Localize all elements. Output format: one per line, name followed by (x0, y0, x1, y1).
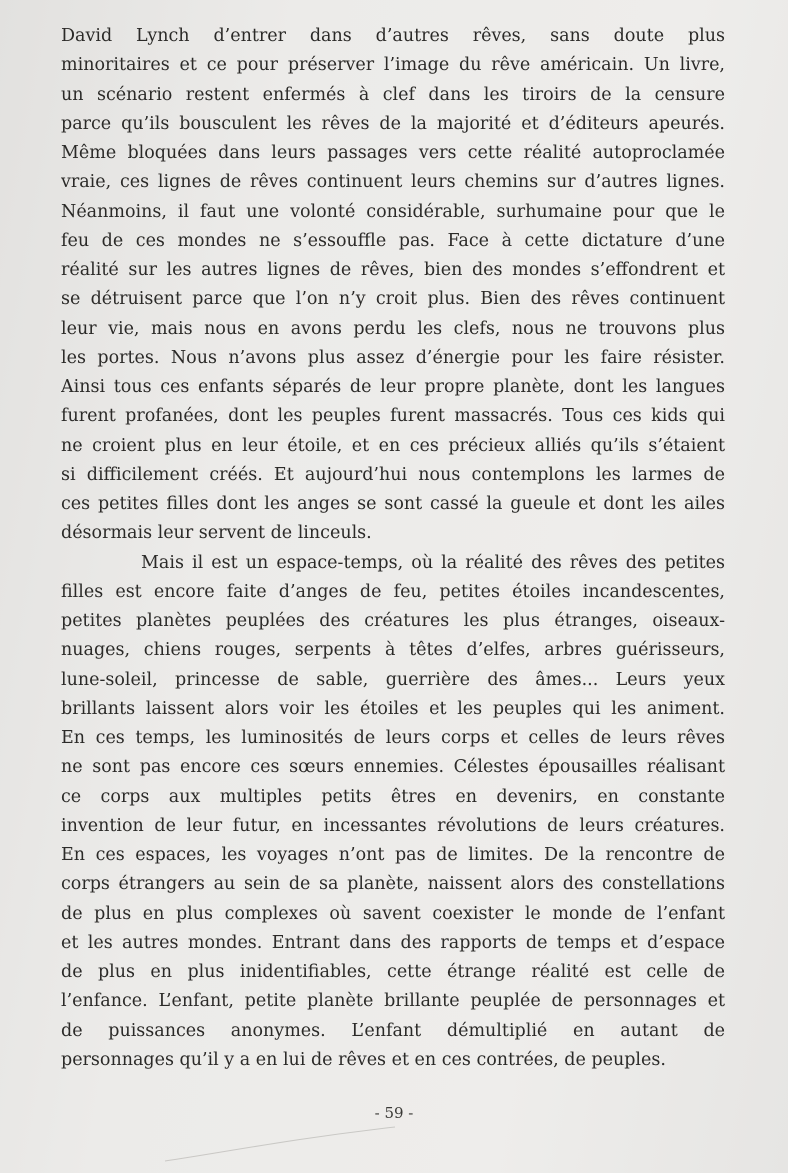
text-line: si difficilement créés. Et aujourd’hui nous contemplons les larmes de (61, 464, 725, 485)
text-line: En ces temps, les luminosités de leurs corps et celles de leurs rêves (61, 728, 725, 748)
page-number: - 59 - (374, 1104, 414, 1122)
paragraph (61, 549, 725, 1076)
text-line: invention de leur futur, en incessantes révolutions de leurs créatures. (61, 815, 725, 836)
text-line: réalité sur les autres lignes de rêves, bien des mondes s’effondrent et (61, 260, 725, 280)
text-line: l’enfance. L’enfant, petite planète brillante peuplée de personnages et (61, 991, 725, 1012)
text-line: vraie, ces lignes de rêves continuent leurs chemins sur d’autres lignes. (61, 172, 725, 193)
text-line: parce qu’ils bousculent les rêves de la majorité et d’éditeurs apeurés. (61, 113, 725, 134)
text-line: feu de ces mondes ne s’essouffle pas. Face à cette dictature d’une (61, 230, 725, 251)
text-line: Néanmoins, il faut une volonté considérable, surhumaine pour que le (61, 201, 725, 222)
text-line: personnages qu’il y a en lui de rêves et en ces contrées, de peuples. (61, 1049, 666, 1070)
text-line: désormais leur servent de linceuls. (61, 523, 372, 544)
text-line: ce corps aux multiples petits êtres en devenirs, en constante (61, 786, 725, 807)
text-line: furent profanées, dont les peuples furent massacrés. Tous ces kids qui (61, 406, 725, 427)
text-line: brillants laissent alors voir les étoiles et les peuples qui les animent. (61, 698, 725, 719)
text-line: En ces espaces, les voyages n’ont pas de limites. De la rencontre de (61, 845, 725, 865)
text-line: David Lynch d’entrer dans d’autres rêves, sans doute plus (61, 26, 725, 46)
text-line: Ainsi tous ces enfants séparés de leur propre planète, dont les langues (61, 377, 725, 397)
body-text (61, 22, 725, 1075)
text-line: petites planètes peuplées des créatures les plus étranges, oiseaux- (61, 611, 725, 631)
text-line: lune-soleil, princesse de sable, guerrière des âmes... Leurs yeux (61, 669, 725, 690)
text-line: Même bloquées dans leurs passages vers cette réalité autoproclamée (61, 143, 725, 163)
text-line: les portes. Nous n’avons plus assez d’énergie pour les faire résister. (61, 347, 725, 368)
text-line: et les autres mondes. Entrant dans des rapports de temps et d’espace (61, 932, 725, 953)
pencil-mark (160, 1125, 400, 1165)
text-line: ne croient plus en leur étoile, et en ces précieux alliés qu’ils s’étaient (61, 435, 725, 456)
text-line: de puissances anonymes. L’enfant démultiplié en autant de (61, 1020, 725, 1041)
text-line: corps étrangers au sein de sa planète, naissent alors des constellations (61, 874, 725, 895)
text-line: de plus en plus inidentifiables, cette étrange réalité est celle de (61, 962, 725, 982)
text-line: ces petites filles dont les anges se sont cassé la gueule et dont les ailes (61, 494, 725, 514)
text-line: nuages, chiens rouges, serpents à têtes d’elfes, arbres guérisseurs, (61, 640, 725, 661)
text-line: de plus en plus complexes où savent coexister le monde de l’enfant (61, 903, 725, 924)
paragraph (61, 22, 725, 549)
text-line: filles est encore faite d’anges de feu, petites étoiles incandescentes, (61, 581, 725, 602)
text-line: un scénario restent enfermés à clef dans les tiroirs de la censure (61, 84, 725, 105)
text-line: se détruisent parce que l’on n’y croit plus. Bien des rêves continuent (61, 289, 725, 310)
text-line: ne sont pas encore ces sœurs ennemies. Célestes épousailles réalisant (61, 757, 725, 778)
text-line: Mais il est un espace-temps, où la réalité des rêves des petites (141, 552, 725, 573)
text-line: minoritaires et ce pour préserver l’image du rêve américain. Un livre, (61, 55, 725, 76)
text-line: leur vie, mais nous en avons perdu les clefs, nous ne trouvons plus (61, 318, 725, 339)
